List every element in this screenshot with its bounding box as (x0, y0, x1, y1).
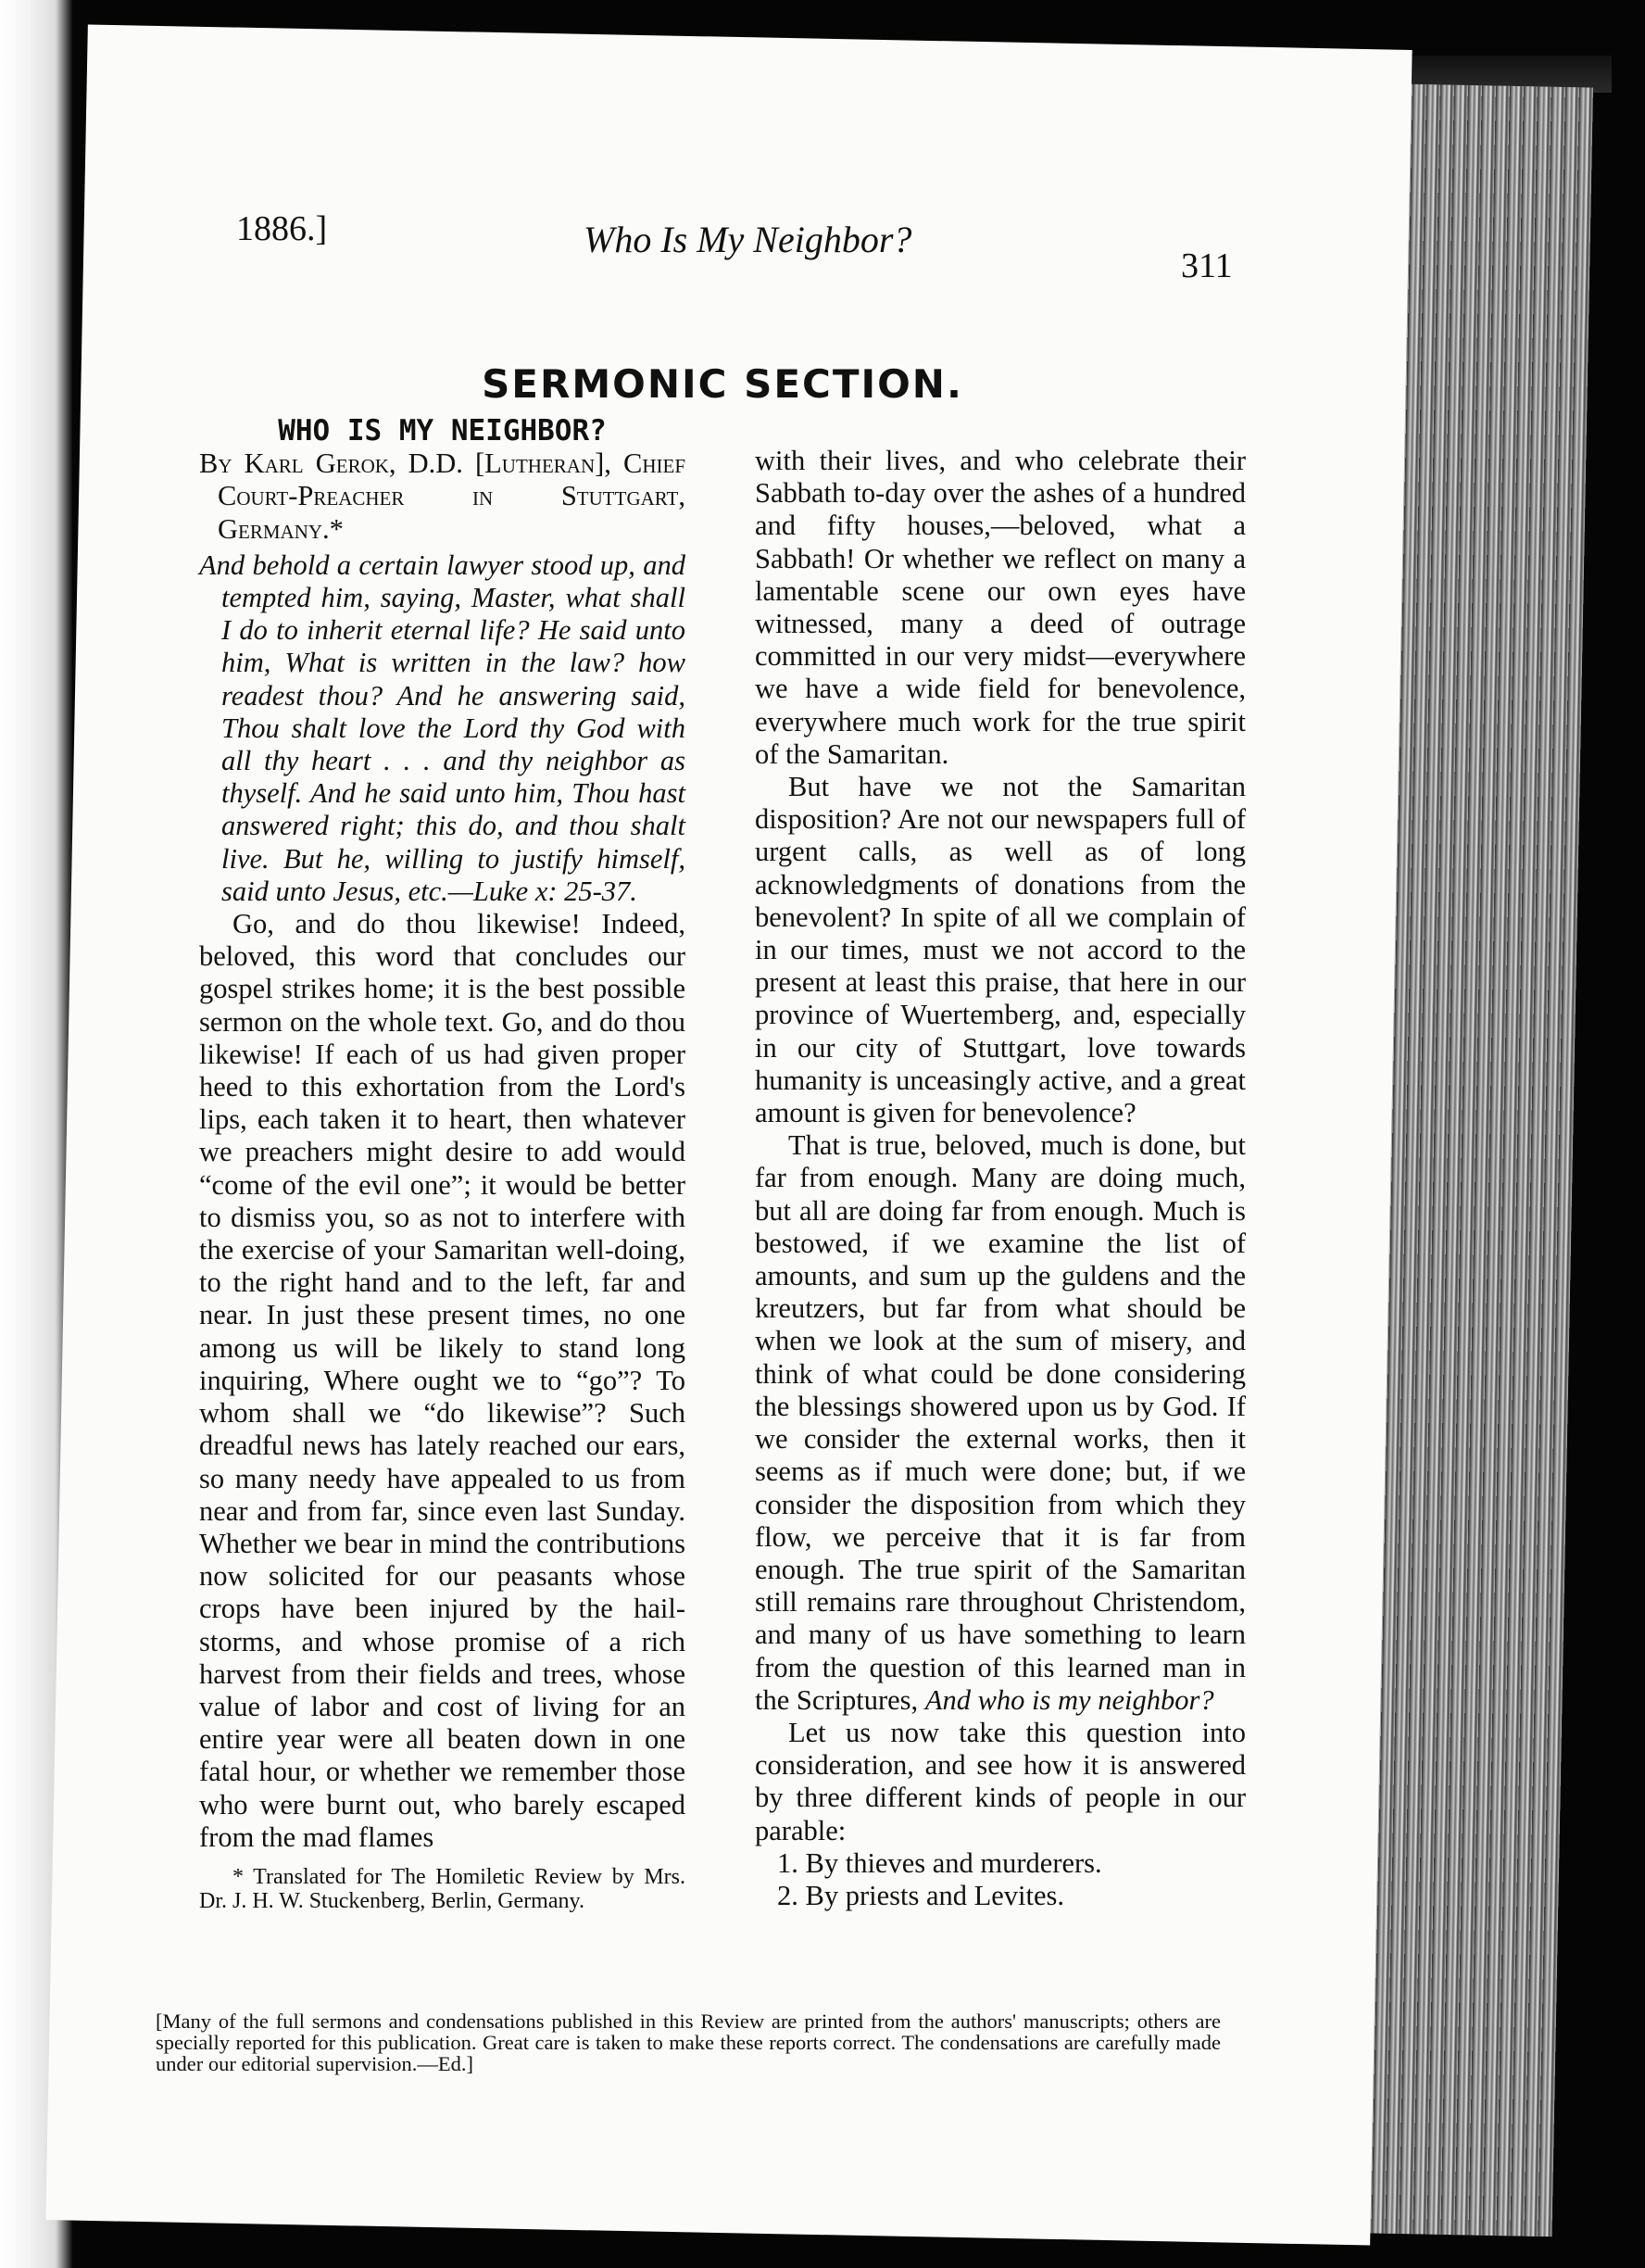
left-column (199, 415, 685, 1913)
editorial-note: [Many of the full sermons and condensations published in this Review are printed from the authors' manuscripts; others are specially reported for this publication. Great care is taken to make these reports correct. The condensations are carefully made under our editorial supervision.—Ed.] (156, 2010, 1221, 2075)
header-running-title: Who Is My Neighbor? (584, 219, 912, 260)
right-column (755, 445, 1246, 1912)
page-number: 311 (1181, 246, 1233, 285)
body-paragraph: Let us now take this question into consideration, and see how it is answered by three different kinds of people in our parable: (755, 1716, 1246, 1846)
body-paragraph: But have we not the Samaritan disposition? Are not our newspapers full of urgent calls, as well as of long acknowledgments of donations from the benevolent? In spite of all we complain of in our times, must we not accord to the present at least this praise, that here in our province of Wuertemberg, and, especially in our city of Stuttgart, love towards humanity is unceasingly active, and a great amount is given for benevolence? (755, 771, 1246, 1129)
scripture-epigraph: And behold a certain lawyer stood up, and tempted him, saying, Master, what shall I do to inherit eternal life? He said unto him, What is written in the law? how readest thou? And he answering said, Thou shalt love the Lord thy God with all thy heart . . . and thy neighbor as thyself. And he said unto him, Thou hast answered right; this do, and thou shalt live. But he, willing to justify himself, said unto Jesus, etc.—Luke x: 25-37. (199, 548, 685, 907)
section-title: SERMONIC SECTION. (482, 361, 963, 407)
body-paragraph: Go, and do thou likewise! Indeed, beloved, this word that concludes our gospel strikes home; it is the best possible sermon on the whole text. Go, and do thou likewise! If each of us had given proper heed to this exhortation from the Lord's lips, each taken it to heart, then whatever we preachers might desire to add would “come of the evil one”; it would be better to dismiss you, so as not to interfere with the exercise of your Samaritan well-doing, to the right hand and to the left, far and near. In just these present times, no one among us will be likely to stand long inquiring, Where ought we to “go”? To whom shall we “do likewise”? Such dreadful news has lately reached our ears, so many needy have appealed to us from near and from far, since even last Sunday. Whether we bear in mind the contributions now solicited for our peasants whose crops have been injured by the hail-storms, and whose promise of a rich harvest from their fields and trees, whose value of labor and cost of living for an entire year were all beaten down in one fatal hour, or whether we remember those who were burnt out, who barely escaped from the mad flames (199, 908, 685, 1853)
translation-footnote: * Translated for The Homiletic Review by Mrs. Dr. J. H. W. Stuckenberg, Berlin, Germany. (199, 1864, 685, 1913)
article-title: WHO IS MY NEIGHBOR? (278, 414, 607, 447)
list-item: 2. By priests and Levites. (777, 1879, 1065, 1911)
body-paragraph: with their lives, and who celebrate their Sabbath to-day over the ashes of a hundred and fifty houses,—beloved, what a Sabbath! Or whether we reflect on many a lamentable scene our own eyes have witnessed, many a deed of outrage committed in our very midst—everywhere we have a wide field for benevolence, everywhere much work for the true spirit of the Samaritan. (755, 445, 1246, 770)
list-item: 1. By thieves and murderers. (777, 1846, 1102, 1879)
italic-question: And who is my neighbor? (924, 1683, 1214, 1716)
body-paragraph (755, 1129, 1246, 1717)
running-head (162, 162, 1237, 285)
header-year: 1886.] (236, 209, 328, 248)
article-byline: By Karl Gerok, D.D. [Lutheran], Chief Court-Preacher in Stuttgart, Germany.* (199, 447, 685, 545)
body-paragraph-text: That is true, beloved, much is done, but far from enough. Many are doing much, but all are doing far from enough. Much is bestowed, if we examine the list of amounts, and sum up the guldens and the kreutzers, but far from what should be when we look at the sum of misery, and think of what could be done considering the blessings showered upon us by God. If we consider the external works, then it seems as if much were done; but, if we consider the disposition from which they flow, we perceive that it is far from enough. The true spirit of the Samaritan still remains rare throughout Christendom, and many of us have something to learn from the question of this learned man in the Scriptures, (755, 1129, 1246, 1716)
